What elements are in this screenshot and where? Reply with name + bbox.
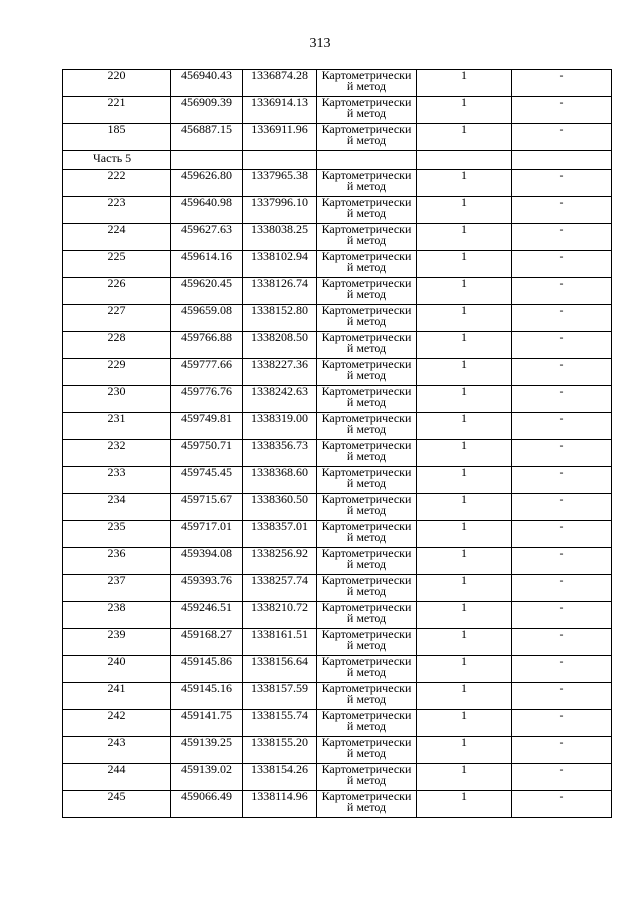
method-cell xyxy=(317,656,417,683)
accuracy-cell: 1 xyxy=(417,764,512,791)
accuracy-cell: 1 xyxy=(417,791,512,818)
note-cell: - xyxy=(512,629,612,656)
accuracy-cell: 1 xyxy=(417,656,512,683)
empty-cell xyxy=(512,151,612,170)
point-number-cell: 232 xyxy=(63,440,171,467)
method-text-line2: й метод xyxy=(346,692,387,706)
method-text-line1: Картометрически xyxy=(321,331,412,344)
y-coordinate-cell: 1338114.96 xyxy=(243,791,317,818)
table-row xyxy=(63,251,612,278)
note-cell: - xyxy=(512,386,612,413)
point-number-cell: 243 xyxy=(63,737,171,764)
x-coordinate-cell: 456909.39 xyxy=(171,97,243,124)
accuracy-cell: 1 xyxy=(417,70,512,97)
accuracy-cell: 1 xyxy=(417,305,512,332)
table-row xyxy=(63,97,612,124)
method-text-line2: й метод xyxy=(346,341,387,355)
point-number-cell: 220 xyxy=(63,70,171,97)
point-number-cell: 241 xyxy=(63,683,171,710)
accuracy-cell: 1 xyxy=(417,251,512,278)
method-text-line1: Картометрически xyxy=(321,358,412,371)
empty-cell xyxy=(417,151,512,170)
note-cell: - xyxy=(512,70,612,97)
y-coordinate-cell: 1336911.96 xyxy=(243,124,317,151)
method-cell xyxy=(317,413,417,440)
note-cell: - xyxy=(512,359,612,386)
method-text-line2: й метод xyxy=(346,476,387,490)
accuracy-cell: 1 xyxy=(417,440,512,467)
method-cell xyxy=(317,278,417,305)
method-cell xyxy=(317,629,417,656)
accuracy-cell: 1 xyxy=(417,332,512,359)
method-text-line1: Картометрически xyxy=(321,250,412,263)
method-cell xyxy=(317,170,417,197)
note-cell: - xyxy=(512,683,612,710)
y-coordinate-cell: 1336914.13 xyxy=(243,97,317,124)
accuracy-cell: 1 xyxy=(417,683,512,710)
method-text-line2: й метод xyxy=(346,665,387,679)
y-coordinate-cell: 1338156.64 xyxy=(243,656,317,683)
table-row xyxy=(63,548,612,575)
accuracy-cell: 1 xyxy=(417,521,512,548)
method-text-line1: Картометрически xyxy=(321,709,412,722)
accuracy-cell: 1 xyxy=(417,170,512,197)
method-cell xyxy=(317,494,417,521)
note-cell: - xyxy=(512,575,612,602)
method-text-line1: Картометрически xyxy=(321,466,412,479)
method-text-line2: й метод xyxy=(346,530,387,544)
x-coordinate-cell: 459145.16 xyxy=(171,683,243,710)
note-cell: - xyxy=(512,332,612,359)
point-number-cell: 238 xyxy=(63,602,171,629)
x-coordinate-cell: 459139.25 xyxy=(171,737,243,764)
y-coordinate-cell: 1338157.59 xyxy=(243,683,317,710)
x-coordinate-cell: 459620.45 xyxy=(171,278,243,305)
table-row xyxy=(63,791,612,818)
method-cell xyxy=(317,197,417,224)
method-text-line1: Картометрически xyxy=(321,304,412,317)
note-cell: - xyxy=(512,710,612,737)
note-cell: - xyxy=(512,656,612,683)
method-text-line1: Картометрически xyxy=(321,655,412,668)
y-coordinate-cell: 1336874.28 xyxy=(243,70,317,97)
method-cell xyxy=(317,359,417,386)
table-row xyxy=(63,575,612,602)
table-row xyxy=(63,656,612,683)
table-row xyxy=(63,629,612,656)
y-coordinate-cell: 1338360.50 xyxy=(243,494,317,521)
y-coordinate-cell: 1338152.80 xyxy=(243,305,317,332)
x-coordinate-cell: 459145.86 xyxy=(171,656,243,683)
method-text-line2: й метод xyxy=(346,422,387,436)
method-text-line2: й метод xyxy=(346,233,387,247)
method-text-line2: й метод xyxy=(346,260,387,274)
method-cell xyxy=(317,305,417,332)
accuracy-cell: 1 xyxy=(417,629,512,656)
accuracy-cell: 1 xyxy=(417,197,512,224)
table-row xyxy=(63,602,612,629)
method-cell xyxy=(317,124,417,151)
table-row xyxy=(63,70,612,97)
coordinates-table-body xyxy=(63,70,612,818)
table-row xyxy=(63,521,612,548)
method-text-line1: Картометрически xyxy=(321,682,412,695)
table-row xyxy=(63,124,612,151)
y-coordinate-cell: 1338257.74 xyxy=(243,575,317,602)
method-cell xyxy=(317,602,417,629)
y-coordinate-cell: 1338368.60 xyxy=(243,467,317,494)
accuracy-cell: 1 xyxy=(417,224,512,251)
method-text-line1: Картометрически xyxy=(321,763,412,776)
note-cell: - xyxy=(512,440,612,467)
section-row xyxy=(63,151,612,170)
method-text-line2: й метод xyxy=(346,79,387,93)
accuracy-cell: 1 xyxy=(417,737,512,764)
page-number: 313 xyxy=(309,36,331,51)
point-number-cell: 229 xyxy=(63,359,171,386)
accuracy-cell: 1 xyxy=(417,494,512,521)
method-cell xyxy=(317,251,417,278)
x-coordinate-cell: 459717.01 xyxy=(171,521,243,548)
method-text-line2: й метод xyxy=(346,557,387,571)
method-cell xyxy=(317,386,417,413)
point-number-cell: 244 xyxy=(63,764,171,791)
y-coordinate-cell: 1338102.94 xyxy=(243,251,317,278)
empty-cell xyxy=(243,151,317,170)
point-number-cell: 236 xyxy=(63,548,171,575)
note-cell: - xyxy=(512,413,612,440)
method-text-line1: Картометрически xyxy=(321,223,412,236)
method-text-line2: й метод xyxy=(346,287,387,301)
note-cell: - xyxy=(512,251,612,278)
section-label: Часть 5 xyxy=(63,151,171,170)
table-row xyxy=(63,224,612,251)
x-coordinate-cell: 459139.02 xyxy=(171,764,243,791)
accuracy-cell: 1 xyxy=(417,97,512,124)
method-text-line1: Картометрически xyxy=(321,412,412,425)
x-coordinate-cell: 459745.45 xyxy=(171,467,243,494)
accuracy-cell: 1 xyxy=(417,710,512,737)
y-coordinate-cell: 1337965.38 xyxy=(243,170,317,197)
method-text-line1: Картометрически xyxy=(321,277,412,290)
note-cell: - xyxy=(512,124,612,151)
x-coordinate-cell: 459627.63 xyxy=(171,224,243,251)
x-coordinate-cell: 459066.49 xyxy=(171,791,243,818)
table-row xyxy=(63,278,612,305)
x-coordinate-cell: 459749.81 xyxy=(171,413,243,440)
x-coordinate-cell: 459640.98 xyxy=(171,197,243,224)
point-number-cell: 242 xyxy=(63,710,171,737)
method-text-line2: й метод xyxy=(346,638,387,652)
method-text-line1: Картометрически xyxy=(321,790,412,803)
method-cell xyxy=(317,70,417,97)
note-cell: - xyxy=(512,278,612,305)
note-cell: - xyxy=(512,97,612,124)
method-text-line2: й метод xyxy=(346,773,387,787)
point-number-cell: 185 xyxy=(63,124,171,151)
method-text-line1: Картометрически xyxy=(321,601,412,614)
accuracy-cell: 1 xyxy=(417,467,512,494)
point-number-cell: 231 xyxy=(63,413,171,440)
coordinates-table xyxy=(62,69,612,818)
method-text-line1: Картометрически xyxy=(321,520,412,533)
y-coordinate-cell: 1338210.72 xyxy=(243,602,317,629)
table-row xyxy=(63,494,612,521)
y-coordinate-cell: 1338357.01 xyxy=(243,521,317,548)
method-text-line2: й метод xyxy=(346,368,387,382)
note-cell: - xyxy=(512,197,612,224)
method-text-line1: Картометрически xyxy=(321,96,412,109)
method-text-line2: й метод xyxy=(346,179,387,193)
empty-cell xyxy=(317,151,417,170)
table-row xyxy=(63,386,612,413)
accuracy-cell: 1 xyxy=(417,386,512,413)
point-number-cell: 234 xyxy=(63,494,171,521)
table-row xyxy=(63,332,612,359)
note-cell: - xyxy=(512,602,612,629)
accuracy-cell: 1 xyxy=(417,602,512,629)
x-coordinate-cell: 459394.08 xyxy=(171,548,243,575)
table-row xyxy=(63,197,612,224)
method-cell xyxy=(317,332,417,359)
note-cell: - xyxy=(512,305,612,332)
y-coordinate-cell: 1338319.00 xyxy=(243,413,317,440)
point-number-cell: 233 xyxy=(63,467,171,494)
note-cell: - xyxy=(512,467,612,494)
method-cell xyxy=(317,548,417,575)
method-cell xyxy=(317,521,417,548)
x-coordinate-cell: 459626.80 xyxy=(171,170,243,197)
point-number-cell: 222 xyxy=(63,170,171,197)
method-text-line1: Картометрически xyxy=(321,628,412,641)
method-text-line2: й метод xyxy=(346,719,387,733)
y-coordinate-cell: 1338227.36 xyxy=(243,359,317,386)
y-coordinate-cell: 1338126.74 xyxy=(243,278,317,305)
method-text-line2: й метод xyxy=(346,746,387,760)
point-number-cell: 230 xyxy=(63,386,171,413)
method-text-line1: Картометрически xyxy=(321,123,412,136)
point-number-cell: 225 xyxy=(63,251,171,278)
note-cell: - xyxy=(512,548,612,575)
table-row xyxy=(63,683,612,710)
table-row xyxy=(63,467,612,494)
accuracy-cell: 1 xyxy=(417,413,512,440)
point-number-cell: 221 xyxy=(63,97,171,124)
method-cell xyxy=(317,467,417,494)
table-row xyxy=(63,440,612,467)
table-row xyxy=(63,305,612,332)
table-row xyxy=(63,170,612,197)
x-coordinate-cell: 459246.51 xyxy=(171,602,243,629)
method-text-line1: Картометрически xyxy=(321,196,412,209)
point-number-cell: 239 xyxy=(63,629,171,656)
y-coordinate-cell: 1338038.25 xyxy=(243,224,317,251)
x-coordinate-cell: 459141.75 xyxy=(171,710,243,737)
method-text-line2: й метод xyxy=(346,395,387,409)
method-cell xyxy=(317,575,417,602)
table-row xyxy=(63,764,612,791)
method-cell xyxy=(317,224,417,251)
method-text-line1: Картометрически xyxy=(321,493,412,506)
x-coordinate-cell: 459393.76 xyxy=(171,575,243,602)
table-row xyxy=(63,710,612,737)
point-number-cell: 228 xyxy=(63,332,171,359)
y-coordinate-cell: 1338242.63 xyxy=(243,386,317,413)
method-text-line1: Картометрически xyxy=(321,574,412,587)
method-cell xyxy=(317,791,417,818)
x-coordinate-cell: 459715.67 xyxy=(171,494,243,521)
x-coordinate-cell: 459777.66 xyxy=(171,359,243,386)
method-cell xyxy=(317,710,417,737)
point-number-cell: 227 xyxy=(63,305,171,332)
x-coordinate-cell: 456940.43 xyxy=(171,70,243,97)
method-text-line2: й метод xyxy=(346,584,387,598)
method-text-line1: Картометрически xyxy=(321,547,412,560)
method-cell xyxy=(317,97,417,124)
y-coordinate-cell: 1338154.26 xyxy=(243,764,317,791)
method-text-line1: Картометрически xyxy=(321,439,412,452)
point-number-cell: 223 xyxy=(63,197,171,224)
method-cell xyxy=(317,683,417,710)
x-coordinate-cell: 459766.88 xyxy=(171,332,243,359)
y-coordinate-cell: 1338208.50 xyxy=(243,332,317,359)
method-text-line2: й метод xyxy=(346,611,387,625)
method-text-line2: й метод xyxy=(346,449,387,463)
y-coordinate-cell: 1338155.74 xyxy=(243,710,317,737)
x-coordinate-cell: 459168.27 xyxy=(171,629,243,656)
method-text-line1: Картометрически xyxy=(321,169,412,182)
method-text-line2: й метод xyxy=(346,106,387,120)
note-cell: - xyxy=(512,764,612,791)
point-number-cell: 235 xyxy=(63,521,171,548)
method-text-line2: й метод xyxy=(346,133,387,147)
note-cell: - xyxy=(512,521,612,548)
method-text-line1: Картометрически xyxy=(321,69,412,82)
accuracy-cell: 1 xyxy=(417,548,512,575)
note-cell: - xyxy=(512,737,612,764)
x-coordinate-cell: 459614.16 xyxy=(171,251,243,278)
note-cell: - xyxy=(512,494,612,521)
point-number-cell: 224 xyxy=(63,224,171,251)
method-cell xyxy=(317,764,417,791)
y-coordinate-cell: 1337996.10 xyxy=(243,197,317,224)
accuracy-cell: 1 xyxy=(417,278,512,305)
y-coordinate-cell: 1338256.92 xyxy=(243,548,317,575)
method-cell xyxy=(317,440,417,467)
note-cell: - xyxy=(512,170,612,197)
table-row xyxy=(63,737,612,764)
method-text-line2: й метод xyxy=(346,503,387,517)
table-row xyxy=(63,413,612,440)
y-coordinate-cell: 1338356.73 xyxy=(243,440,317,467)
method-cell xyxy=(317,737,417,764)
accuracy-cell: 1 xyxy=(417,124,512,151)
y-coordinate-cell: 1338161.51 xyxy=(243,629,317,656)
empty-cell xyxy=(171,151,243,170)
x-coordinate-cell: 459659.08 xyxy=(171,305,243,332)
accuracy-cell: 1 xyxy=(417,359,512,386)
note-cell: - xyxy=(512,224,612,251)
method-text-line1: Картометрически xyxy=(321,736,412,749)
method-text-line2: й метод xyxy=(346,206,387,220)
method-text-line1: Картометрически xyxy=(321,385,412,398)
x-coordinate-cell: 459776.76 xyxy=(171,386,243,413)
table-row xyxy=(63,359,612,386)
point-number-cell: 245 xyxy=(63,791,171,818)
point-number-cell: 237 xyxy=(63,575,171,602)
x-coordinate-cell: 456887.15 xyxy=(171,124,243,151)
point-number-cell: 240 xyxy=(63,656,171,683)
x-coordinate-cell: 459750.71 xyxy=(171,440,243,467)
method-text-line2: й метод xyxy=(346,800,387,814)
y-coordinate-cell: 1338155.20 xyxy=(243,737,317,764)
accuracy-cell: 1 xyxy=(417,575,512,602)
note-cell: - xyxy=(512,791,612,818)
method-text-line2: й метод xyxy=(346,314,387,328)
point-number-cell: 226 xyxy=(63,278,171,305)
